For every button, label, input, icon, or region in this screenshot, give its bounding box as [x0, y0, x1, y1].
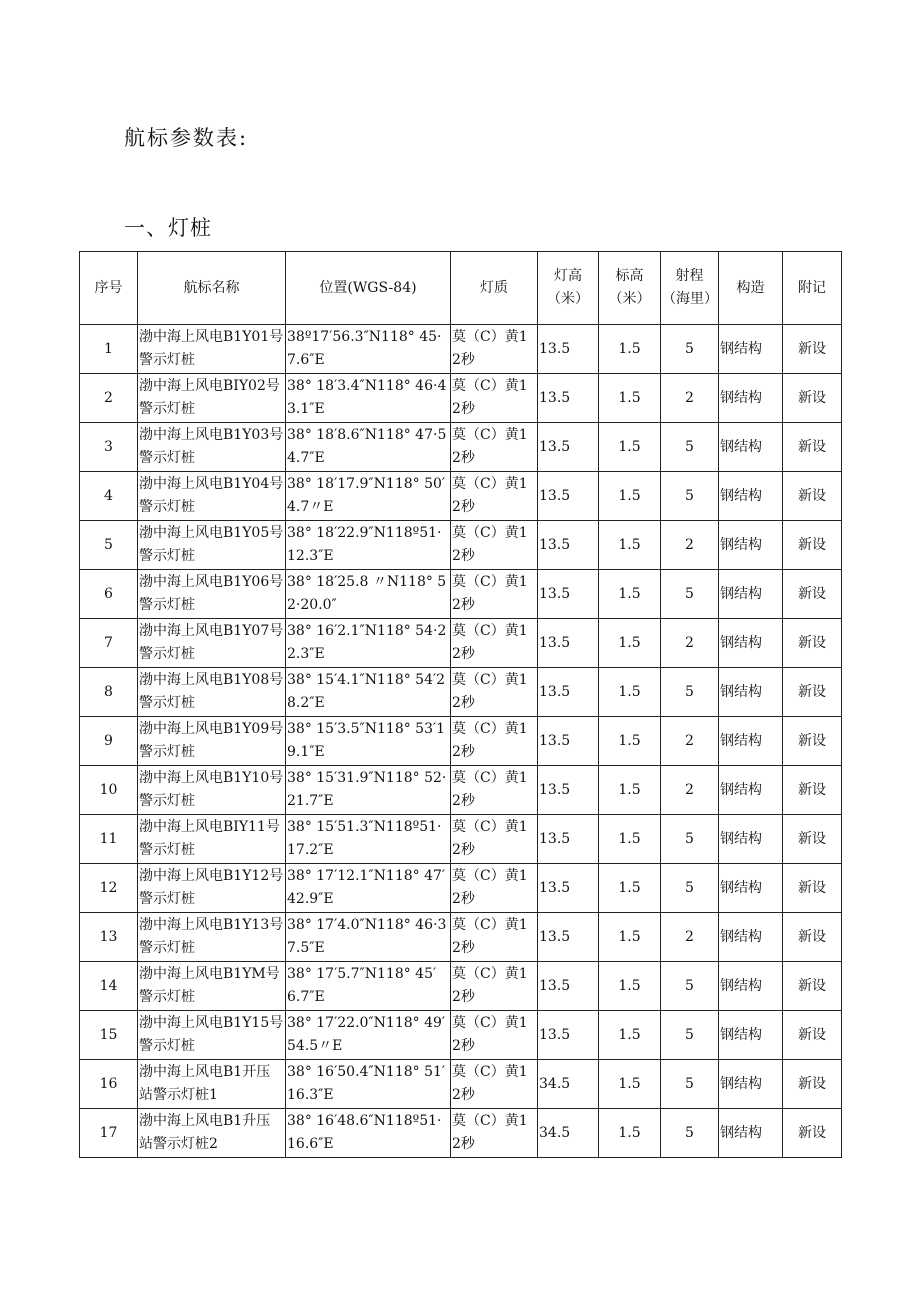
row-index: 12 — [80, 864, 138, 913]
row-range: 5 — [661, 962, 719, 1011]
row-beacon-name: 渤中海上风电B1Y06号警示灯桩 — [138, 570, 286, 619]
row-beacon-name: 渤中海上风电B1Y04号警示灯桩 — [138, 472, 286, 521]
row-light-character: 莫（C）黄12秒 — [451, 766, 538, 815]
row-structure: 钢结构 — [719, 864, 783, 913]
row-remark: 新设 — [783, 962, 842, 1011]
row-light-character: 莫（C）黄12秒 — [451, 472, 538, 521]
row-position: 38º17′56.3″N118° 45·7.6″E — [286, 325, 451, 374]
table-row — [80, 962, 842, 1011]
table-row — [80, 521, 842, 570]
row-beacon-name: 渤中海上风电B1Y07号警示灯桩 — [138, 619, 286, 668]
row-remark: 新设 — [783, 766, 842, 815]
row-light-character: 莫（C）黄12秒 — [451, 717, 538, 766]
row-remark: 新设 — [783, 325, 842, 374]
row-beacon-name: 渤中海上风电BIY02号警示灯桩 — [138, 374, 286, 423]
row-light-height: 13.5 — [538, 325, 599, 374]
row-light-character: 莫（C）黄12秒 — [451, 815, 538, 864]
row-beacon-name: 渤中海上风电B1Y03号警示灯桩 — [138, 423, 286, 472]
row-index: 11 — [80, 815, 138, 864]
row-structure: 钢结构 — [719, 962, 783, 1011]
row-structure: 钢结构 — [719, 1109, 783, 1158]
row-beacon-name: 渤中海上风电B1升压站警示灯桩2 — [138, 1109, 286, 1158]
row-light-character: 莫（C）黄12秒 — [451, 913, 538, 962]
row-light-height: 13.5 — [538, 1011, 599, 1060]
row-beacon-name: 渤中海上风电BIY11号警示灯桩 — [138, 815, 286, 864]
row-index: 9 — [80, 717, 138, 766]
row-beacon-name: 渤中海上风电B1Y13号警示灯桩 — [138, 913, 286, 962]
row-position: 38° 18′22.9″N118º51·12.3″E — [286, 521, 451, 570]
row-structure: 钢结构 — [719, 619, 783, 668]
row-light-character: 莫（C）黄12秒 — [451, 521, 538, 570]
row-light-height: 13.5 — [538, 717, 599, 766]
section-title: 一、灯桩 — [124, 216, 212, 240]
header-light: 灯质 — [451, 252, 538, 325]
row-remark: 新设 — [783, 423, 842, 472]
row-range: 2 — [661, 374, 719, 423]
row-remark: 新设 — [783, 717, 842, 766]
row-position: 38° 18′25.8 〃N118° 52·20.0″ — [286, 570, 451, 619]
row-index: 3 — [80, 423, 138, 472]
row-position: 38° 15′51.3″N118º51·17.2″E — [286, 815, 451, 864]
header-light-height: 灯高（米） — [538, 252, 599, 325]
table-row — [80, 1011, 842, 1060]
row-position: 38° 18′8.6″N118° 47·54.7″E — [286, 423, 451, 472]
row-range: 2 — [661, 521, 719, 570]
row-mark-height: 1.5 — [599, 717, 661, 766]
header-name: 航标名称 — [138, 252, 286, 325]
row-beacon-name: 渤中海上风电B1Y05号警示灯桩 — [138, 521, 286, 570]
row-range: 5 — [661, 1109, 719, 1158]
header-remark: 附记 — [783, 252, 842, 325]
table-row — [80, 570, 842, 619]
row-position: 38° 15′31.9″N118° 52·21.7″E — [286, 766, 451, 815]
row-range: 5 — [661, 864, 719, 913]
row-index: 1 — [80, 325, 138, 374]
table-row — [80, 668, 842, 717]
row-index: 6 — [80, 570, 138, 619]
row-light-height: 13.5 — [538, 472, 599, 521]
row-index: 8 — [80, 668, 138, 717]
row-mark-height: 1.5 — [599, 374, 661, 423]
row-structure: 钢结构 — [719, 374, 783, 423]
row-mark-height: 1.5 — [599, 962, 661, 1011]
row-structure: 钢结构 — [719, 472, 783, 521]
header-range: 射程（海里） — [661, 252, 719, 325]
row-structure: 钢结构 — [719, 521, 783, 570]
row-range: 2 — [661, 766, 719, 815]
row-beacon-name: 渤中海上风电B1Y10号警示灯桩 — [138, 766, 286, 815]
row-index: 10 — [80, 766, 138, 815]
row-light-character: 莫（C）黄12秒 — [451, 619, 538, 668]
row-light-character: 莫（C）黄12秒 — [451, 374, 538, 423]
row-range: 5 — [661, 815, 719, 864]
table-row — [80, 913, 842, 962]
row-structure: 钢结构 — [719, 423, 783, 472]
row-remark: 新设 — [783, 1109, 842, 1158]
row-remark: 新设 — [783, 668, 842, 717]
table-row — [80, 864, 842, 913]
row-index: 7 — [80, 619, 138, 668]
table-row — [80, 619, 842, 668]
row-index: 14 — [80, 962, 138, 1011]
row-light-height: 13.5 — [538, 766, 599, 815]
table-header — [80, 252, 842, 325]
row-position: 38° 18′3.4″N118° 46·43.1″E — [286, 374, 451, 423]
row-light-height: 34.5 — [538, 1060, 599, 1109]
table-row — [80, 472, 842, 521]
row-structure: 钢结构 — [719, 913, 783, 962]
row-mark-height: 1.5 — [599, 913, 661, 962]
row-structure: 钢结构 — [719, 815, 783, 864]
row-mark-height: 1.5 — [599, 668, 661, 717]
row-mark-height: 1.5 — [599, 325, 661, 374]
row-beacon-name: 渤中海上风电B1Y15号警示灯桩 — [138, 1011, 286, 1060]
row-range: 2 — [661, 913, 719, 962]
row-index: 13 — [80, 913, 138, 962]
row-remark: 新设 — [783, 570, 842, 619]
row-mark-height: 1.5 — [599, 619, 661, 668]
table-row — [80, 325, 842, 374]
row-mark-height: 1.5 — [599, 1109, 661, 1158]
row-range: 5 — [661, 325, 719, 374]
row-structure: 钢结构 — [719, 668, 783, 717]
row-light-height: 13.5 — [538, 374, 599, 423]
row-mark-height: 1.5 — [599, 864, 661, 913]
table-row — [80, 374, 842, 423]
row-beacon-name: 渤中海上风电B1Y09号警示灯桩 — [138, 717, 286, 766]
table-row — [80, 1109, 842, 1158]
row-index: 16 — [80, 1060, 138, 1109]
row-range: 2 — [661, 717, 719, 766]
row-mark-height: 1.5 — [599, 570, 661, 619]
table-row — [80, 1060, 842, 1109]
row-position: 38° 17′5.7″N118° 45′6.7″E — [286, 962, 451, 1011]
row-light-character: 莫（C）黄12秒 — [451, 668, 538, 717]
row-range: 5 — [661, 1060, 719, 1109]
row-mark-height: 1.5 — [599, 1011, 661, 1060]
table-row — [80, 423, 842, 472]
row-light-height: 13.5 — [538, 521, 599, 570]
row-range: 5 — [661, 668, 719, 717]
row-mark-height: 1.5 — [599, 472, 661, 521]
row-mark-height: 1.5 — [599, 766, 661, 815]
row-remark: 新设 — [783, 374, 842, 423]
row-beacon-name: 渤中海上风电B1Y08号警示灯桩 — [138, 668, 286, 717]
row-light-character: 莫（C）黄12秒 — [451, 570, 538, 619]
row-light-height: 34.5 — [538, 1109, 599, 1158]
row-range: 5 — [661, 1011, 719, 1060]
table-row — [80, 717, 842, 766]
row-index: 4 — [80, 472, 138, 521]
table-row — [80, 766, 842, 815]
row-light-character: 莫（C）黄12秒 — [451, 864, 538, 913]
row-light-height: 13.5 — [538, 815, 599, 864]
row-remark: 新设 — [783, 521, 842, 570]
row-position: 38° 16′2.1″N118° 54·22.3″E — [286, 619, 451, 668]
row-light-height: 13.5 — [538, 864, 599, 913]
header-index: 序号 — [80, 252, 138, 325]
row-beacon-name: 渤中海上风电B1Y12号警示灯桩 — [138, 864, 286, 913]
beacon-parameter-table — [79, 251, 842, 1158]
row-range: 2 — [661, 619, 719, 668]
header-position: 位置(WGS-84) — [286, 252, 451, 325]
row-light-height: 13.5 — [538, 570, 599, 619]
row-position: 38° 16′50.4″N118° 51′16.3″E — [286, 1060, 451, 1109]
row-position: 38° 16′48.6″N118º51·16.6″E — [286, 1109, 451, 1158]
row-position: 38° 17′22.0″N118° 49′54.5〃E — [286, 1011, 451, 1060]
row-index: 15 — [80, 1011, 138, 1060]
row-light-height: 13.5 — [538, 668, 599, 717]
row-light-height: 13.5 — [538, 913, 599, 962]
row-position: 38° 17′4.0″N118° 46·37.5″E — [286, 913, 451, 962]
row-mark-height: 1.5 — [599, 521, 661, 570]
row-index: 2 — [80, 374, 138, 423]
table-row — [80, 815, 842, 864]
row-position: 38° 15′4.1″N118° 54′28.2″E — [286, 668, 451, 717]
row-structure: 钢结构 — [719, 717, 783, 766]
row-light-character: 莫（C）黄12秒 — [451, 1011, 538, 1060]
row-beacon-name: 渤中海上风电B1开压站警示灯桩1 — [138, 1060, 286, 1109]
row-light-character: 莫（C）黄12秒 — [451, 1060, 538, 1109]
row-remark: 新设 — [783, 864, 842, 913]
row-mark-height: 1.5 — [599, 423, 661, 472]
row-index: 17 — [80, 1109, 138, 1158]
row-index: 5 — [80, 521, 138, 570]
row-remark: 新设 — [783, 815, 842, 864]
row-light-character: 莫（C）黄12秒 — [451, 1109, 538, 1158]
row-structure: 钢结构 — [719, 766, 783, 815]
row-light-height: 13.5 — [538, 962, 599, 1011]
row-mark-height: 1.5 — [599, 1060, 661, 1109]
row-remark: 新设 — [783, 1011, 842, 1060]
row-light-character: 莫（C）黄12秒 — [451, 423, 538, 472]
row-range: 5 — [661, 423, 719, 472]
row-light-character: 莫（C）黄12秒 — [451, 962, 538, 1011]
row-light-height: 13.5 — [538, 423, 599, 472]
row-beacon-name: 渤中海上风电B1YM号警示灯桩 — [138, 962, 286, 1011]
row-position: 38° 17′12.1″N118° 47′42.9″E — [286, 864, 451, 913]
row-position: 38° 15′3.5″N118° 53′19.1″E — [286, 717, 451, 766]
row-light-height: 13.5 — [538, 619, 599, 668]
row-remark: 新设 — [783, 913, 842, 962]
row-light-character: 莫（C）黄12秒 — [451, 325, 538, 374]
header-structure: 构造 — [719, 252, 783, 325]
row-range: 5 — [661, 472, 719, 521]
header-mark-height: 标高（米） — [599, 252, 661, 325]
document-title: 航标参数表: — [124, 126, 249, 150]
row-position: 38° 18′17.9″N118° 50′4.7〃E — [286, 472, 451, 521]
row-remark: 新设 — [783, 1060, 842, 1109]
row-structure: 钢结构 — [719, 1060, 783, 1109]
row-structure: 钢结构 — [719, 325, 783, 374]
row-remark: 新设 — [783, 472, 842, 521]
table-body — [80, 325, 842, 1158]
row-structure: 钢结构 — [719, 1011, 783, 1060]
row-range: 5 — [661, 570, 719, 619]
row-remark: 新设 — [783, 619, 842, 668]
row-beacon-name: 渤中海上风电B1Y01号警示灯桩 — [138, 325, 286, 374]
header-row — [80, 252, 842, 325]
row-structure: 钢结构 — [719, 570, 783, 619]
row-mark-height: 1.5 — [599, 815, 661, 864]
